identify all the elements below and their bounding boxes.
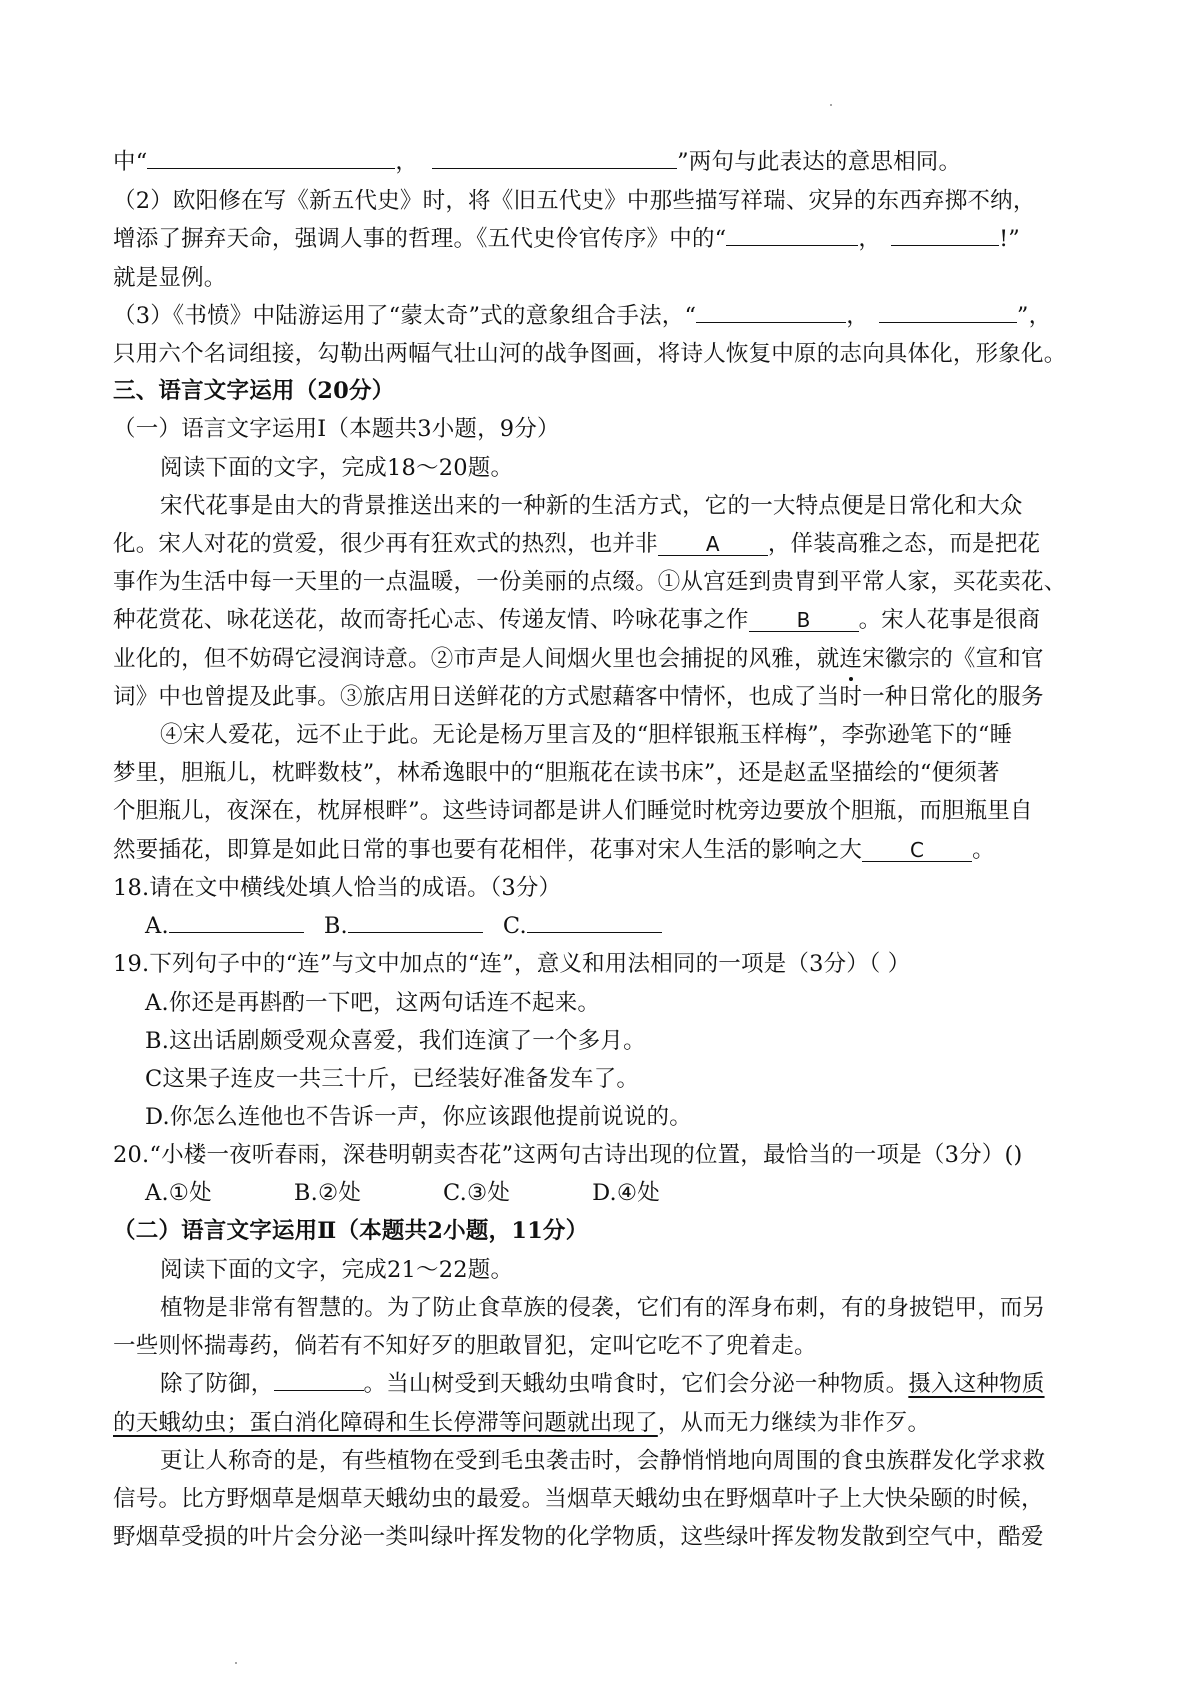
scan-speck [830,104,832,106]
answer-blank[interactable] [432,146,677,169]
fill-line-3: （3）《书愤》中陆游运用了“蒙太奇”式的意象组合手法，“ ， ”， [113,300,1103,332]
passage-line: 个胆瓶儿，夜深在，枕屏根畔”。这些诗词都是讲人们睡觉时枕旁边要放个胆瓶，而胆瓶里自 [113,798,1033,824]
passage-line: 的天蛾幼虫；蛋白消化障碍和生长停滞等问题就出现了，从而无力继续为非作歹。 [113,1410,931,1436]
question-19-option-a[interactable]: A.你还是再斟酌一下吧，这两句话连不起来。 [145,990,601,1016]
question-19-option-d[interactable]: D.你怎么连他也不告诉一声，你应该跟他提前说说的。 [145,1104,692,1130]
passage-line: 植物是非常有智慧的。为了防止食草族的侵袭，它们有的浑身布刺，有的身披铠甲，而另 [160,1295,1046,1321]
question-18-answers: A. B. C. [145,910,1135,942]
passage-line: 种花赏花、咏花送花，故而寄托心志、传递友情、吟咏花事之作 B 。宋人花事是很商 [113,607,1041,633]
question-text: 就是显例。 [113,265,227,291]
question-20-option-a[interactable]: A.①处 [145,1180,212,1206]
fill-line-2: 增添了摒弃天命，强调人事的哲理。《五代史伶官传序》中的“ ， !” [113,223,1103,255]
question-18-stem: 18.请在文中横线处填人恰当的成语。（3分） [113,875,562,901]
answer-blank[interactable] [879,300,1017,323]
answer-blank[interactable] [696,300,846,323]
passage-line: 宋代花事是由大的背景推送出来的一种新的生活方式，它的一大特点便是日常化和大众 [160,493,1023,519]
question-20-option-c[interactable]: C.③处 [443,1180,511,1206]
scan-speck [235,1662,237,1664]
passage-line: 化。宋人对花的赏爱，很少再有狂欢式的热烈，也并非 A ，佯装高雅之态，而是把花 [113,531,1041,557]
reading-instruction: 阅读下面的文字，完成18～20题。 [160,455,514,481]
passage-line: 信号。比方野烟草是烟草天蛾幼虫的最爱。当烟草天蛾幼虫在野烟草叶子上大快朵颐的时候， [113,1486,1044,1512]
part-title: （一）语言文字运用Ⅰ（本题共3小题，9分） [113,416,560,442]
underlined-sentence: 的天蛾幼虫；蛋白消化障碍和生长停滞等问题就出现了 [113,1410,658,1436]
question-20-options [145,1177,1135,1209]
question-20-option-b[interactable]: B.②处 [293,1180,362,1206]
question-text: 只用六个名词组接，勾勒出两幅气壮山河的战争图画，将诗人恢复中原的志向具体化，形象化。 [113,341,1067,367]
part-title: （二）语言文字运用Ⅱ（本题共2小题，11分） [113,1218,589,1244]
reading-instruction: 阅读下面的文字，完成21～22题。 [160,1257,514,1283]
passage-line: 除了防御， 。当山树受到天蛾幼虫啃食时，它们会分泌一种物质。摄入这种物质 [160,1368,1150,1400]
answer-blank-c[interactable] [527,910,662,933]
answer-blank[interactable] [274,1368,364,1391]
question-20-option-d[interactable]: D.④处 [592,1180,660,1206]
answer-blank[interactable] [726,223,858,246]
answer-blank-b[interactable] [348,910,483,933]
answer-blank[interactable] [147,146,395,169]
passage-line: 更让人称奇的是，有些植物在受到毛虫袭击时，会静悄悄地向周围的食虫族群发化学求救 [160,1448,1046,1474]
blank-c[interactable]: C [862,839,972,862]
passage-line: ④宋人爱花，远不止于此。无论是杨万里言及的“胆样银瓶玉样梅”，李弥逊笔下的“睡 [160,722,1013,748]
underlined-sentence: 摄入这种物质 [908,1371,1045,1397]
passage-line: 野烟草受损的叶片会分泌一类叫绿叶挥发物的化学物质，这些绿叶挥发物发散到空气中，酷爱 [113,1524,1044,1550]
blank-b[interactable]: B [749,609,859,632]
answer-blank[interactable] [891,223,999,246]
passage-line: 梦里，胆瓶儿，枕畔数枝”，林希逸眼中的“胆瓶花在读书床”，还是赵孟坚描绘的“便须著 [113,760,1000,786]
question-19-option-c[interactable]: C这果子连皮一共三十斤，已经装好准备发车了。 [145,1066,640,1092]
dotted-character: 连 [839,643,862,675]
question-20-stem: 20.“小楼一夜听春雨，深巷明朝卖杏花”这两句古诗出现的位置，最恰当的一项是（3分）() [113,1142,1023,1168]
passage-line: 词》中也曾提及此事。③旅店用日送鲜花的方式慰藉客中情怀，也成了当时一种日常化的服务 [113,684,1044,710]
fill-line-1: 中“ ， ”两句与此表达的意思相同。 [113,146,1103,178]
section-title: 三、语言文字运用（20分） [113,378,395,404]
blank-a[interactable]: A [658,533,768,556]
passage-line: 事作为生活中每一天里的一点温暖，一份美丽的点缀。①从宫廷到贵胄到平常人家，买花卖花、 [113,569,1067,595]
question-19-stem: 19.下列句子中的“连”与文中加点的“连”，意义和用法相同的一项是（3分）（ ） [113,951,911,977]
passage-line: 一些则怀揣毒药，倘若有不知好歹的胆敢冒犯，定叫它吃不了兜着走。 [113,1333,817,1359]
passage-line: 然要插花，即算是如此日常的事也要有花相伴，花事对宋人生活的影响之大 C 。 [113,837,995,863]
question-text: （2）欧阳修在写《新五代史》时，将《旧五代史》中那些描写祥瑞、灾异的东西弃掷不纳， [113,188,1036,214]
passage-line: 业化的，但不妨碍它浸润诗意。②市声是人间烟火里也会捕捉的风雅，就连宋徽宗的《宣和官 [113,643,1103,675]
answer-blank-a[interactable] [169,910,304,933]
question-19-option-b[interactable]: B.这出话剧颇受观众喜爱，我们连演了一个多月。 [145,1028,646,1054]
